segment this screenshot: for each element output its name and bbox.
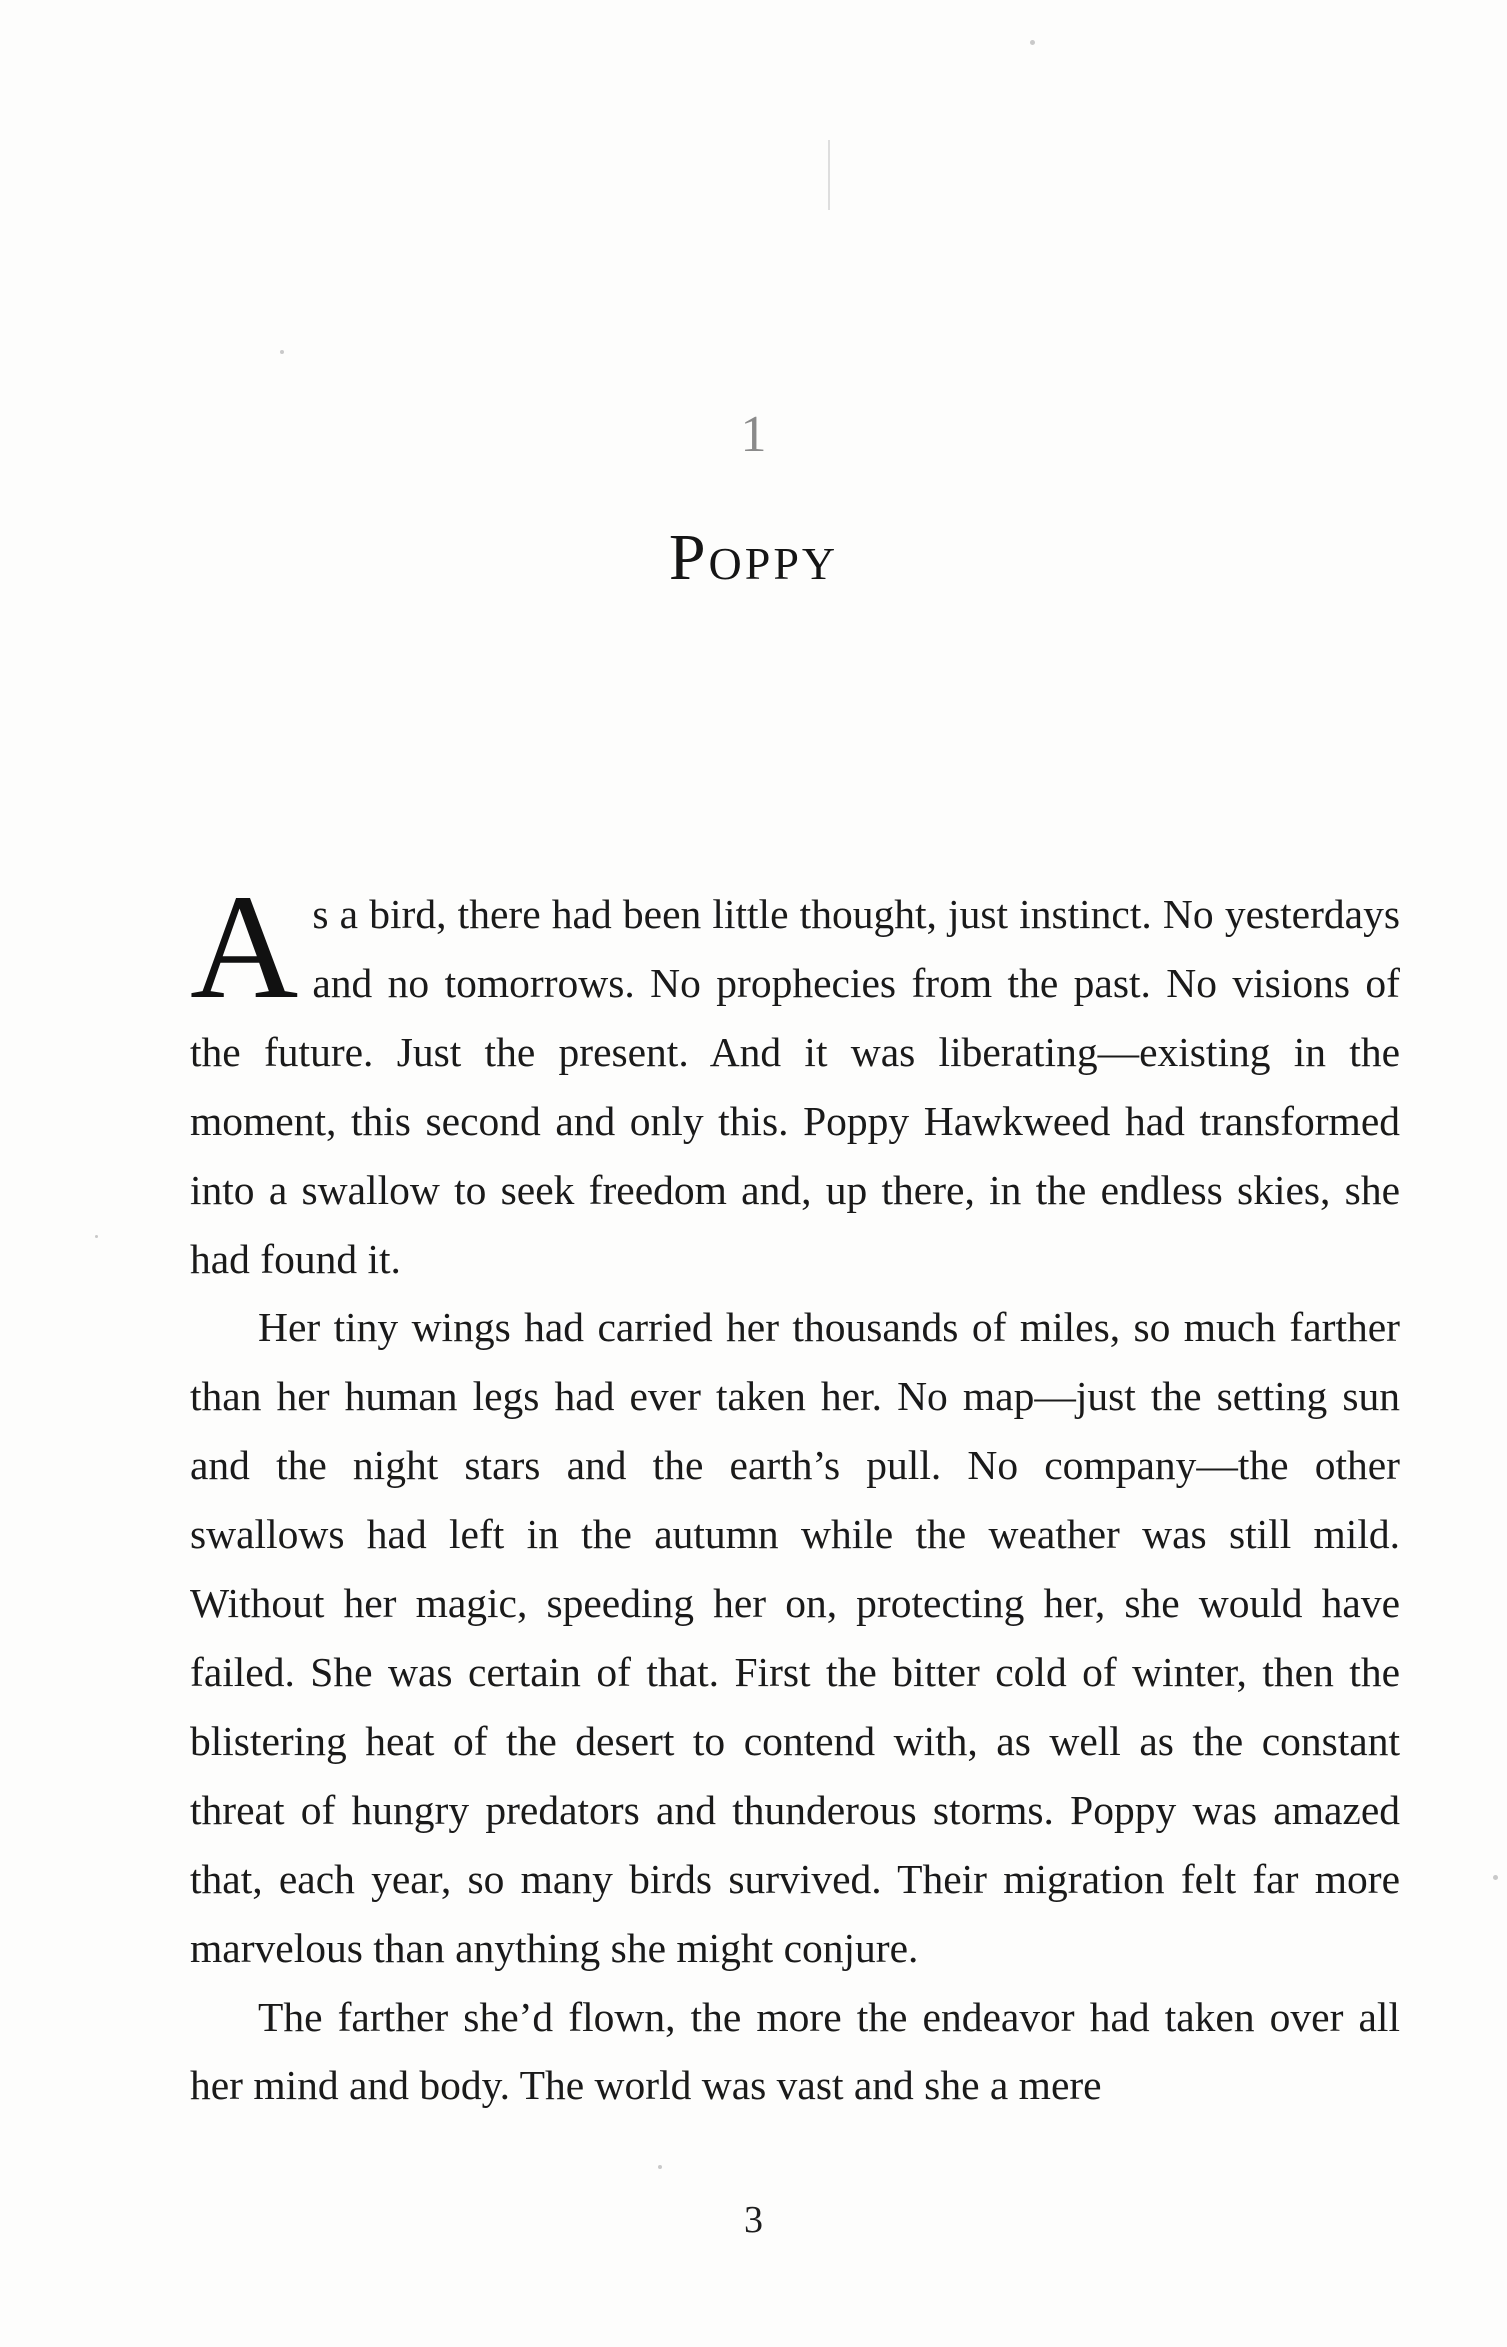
paragraph-1 [190, 864, 1400, 1293]
scan-speck [280, 350, 284, 354]
chapter-number: 1 [740, 406, 767, 463]
scan-speck [658, 2165, 662, 2169]
scan-speck [1493, 1875, 1498, 1880]
drop-cap: A [190, 864, 299, 1030]
page-number: 3 [744, 2199, 763, 2241]
scan-speck [95, 1235, 98, 1238]
chapter-body [190, 864, 1400, 2120]
paragraph-3: The farther she’d flown, the more the endeavor had taken over all her mind and body. The world was vast and she a mere [190, 1993, 1400, 2109]
scan-speck [1030, 40, 1035, 45]
chapter-title: Poppy [668, 521, 839, 594]
paragraph-1-text: s a bird, there had been little thought, just instinct. No yesterdays and no tomorrows. No prophecies from the past. No visions of the future. Just the present. And it was liberating—existing in the moment, this second and only this. Poppy Hawkweed had transformed into a swallow to seek freedom and, up there, in the endless skies, she had found it. [190, 891, 1400, 1282]
paragraph-2: Her tiny wings had carried her thousands of miles, so much farther than her human legs had ever taken her. No map—just the setting sun and the night stars and the earth’s pull. No company—the other swallows had left in the autumn while the weather was still mild. Without her magic, speeding her on, protecting her, she would have failed. She was certain of that. First the bitter cold of winter, then the blistering heat of the desert to contend with, as well as the constant threat of hungry predators and thunderous storms. Poppy was amazed that, each year, so many birds survived. Their migration felt far more marvelous than anything she might conjure. [190, 1304, 1400, 1971]
scan-artifact-line [828, 140, 830, 210]
